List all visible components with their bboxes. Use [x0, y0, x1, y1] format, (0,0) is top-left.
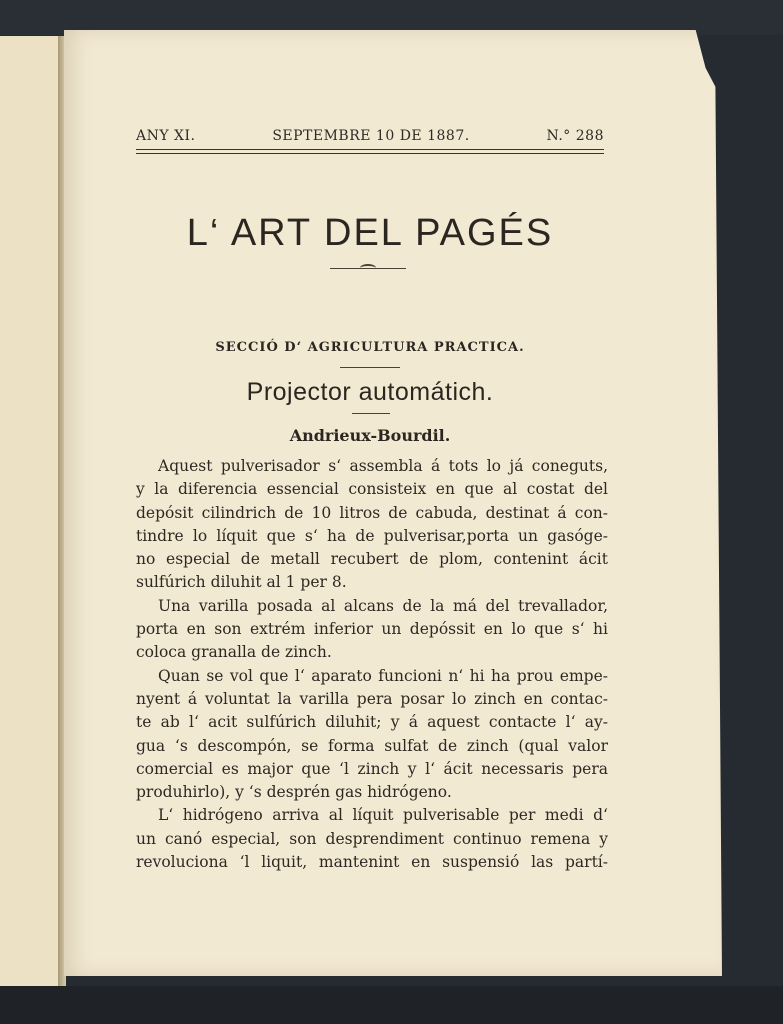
article-title: Projector automátich. — [246, 378, 494, 406]
masthead-title: L‘ ART DEL PAGÉS — [186, 212, 554, 254]
body-line: Aquest pulverisador s‘ assembla á tots lo já coneguts, — [158, 457, 608, 475]
article-body — [136, 455, 608, 874]
section-rule — [340, 367, 400, 368]
background-bottom — [0, 986, 783, 1024]
left-page — [0, 36, 60, 986]
article-author: Andrieux-Bourdil. — [289, 426, 451, 445]
body-line: Quan se vol que l‘ aparato funcioni n‘ hi ha prou empe- — [158, 666, 608, 685]
date-label: SEPTEMBRE 10 DE 1887. — [272, 128, 470, 144]
section-heading: SECCIÓ D‘ AGRICULTURA PRACTICA. — [215, 340, 525, 355]
body-line: tindre lo líquit que s‘ ha de pulverisar,porta un gasóge- — [136, 526, 608, 545]
body-line: y la diferencia essencial consisteix en que al costat del — [136, 480, 608, 499]
body-line: te ab l‘ acit sulfúrich diluhit; y á aquest contacte l‘ ay- — [136, 713, 608, 732]
title-rule — [352, 413, 390, 414]
body-line: L‘ hidrógeno arriva al líquit pulverisable per medi d‘ — [158, 806, 608, 825]
body-line: Una varilla posada al alcans de la má del trevallador, — [158, 596, 608, 615]
volume-label: ANY XI. — [136, 128, 196, 144]
body-line: nyent á voluntat la varilla pera posar lo zinch en contac- — [136, 689, 608, 708]
header-rule-bottom — [136, 153, 604, 154]
body-line: coloca granalla de zinch. — [136, 643, 332, 662]
body-line: revoluciona ‘l liquit, mantenint en suspensió las partí- — [136, 853, 608, 872]
background-top — [0, 0, 783, 35]
body-line: gua ‘s descompón, se forma sulfat de zinch (qual valor — [136, 736, 608, 755]
body-line: produhirlo), y ‘s desprén gas hidrógeno. — [136, 783, 452, 802]
running-header — [136, 128, 604, 144]
masthead-ornament-flourish — [360, 264, 376, 272]
body-line: porta en son extrém inferior un depóssit en lo que s‘ hi — [136, 620, 608, 639]
body-line: comercial es major que ‘l zinch y l‘ ácit necessaris pera — [136, 759, 608, 778]
body-line: depósit cilindrich de 10 litros de cabuda, destinat á con- — [136, 503, 608, 522]
body-line: un canó especial, son desprendiment continuo remena y — [136, 829, 608, 848]
issue-number: N.° 288 — [546, 128, 604, 144]
header-rule-top — [136, 149, 604, 150]
body-line: sulfúrich diluhit al 1 per 8. — [136, 573, 347, 592]
body-line: no especial de metall recubert de plom, contenint ácit — [136, 550, 608, 569]
